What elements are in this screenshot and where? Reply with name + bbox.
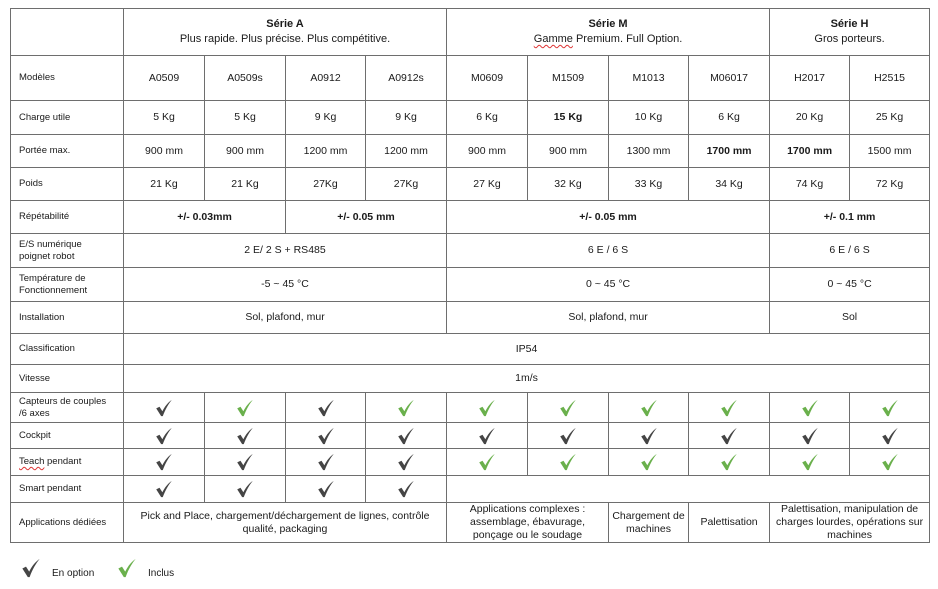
payload-cell: 5 Kg xyxy=(124,101,205,135)
series-m-title: Série M xyxy=(588,18,628,30)
green-check-icon xyxy=(800,453,820,471)
cockpit-label: Cockpit xyxy=(11,423,124,449)
cockpit-row xyxy=(11,423,930,449)
io-label xyxy=(11,234,124,268)
classification-cell: IP54 xyxy=(124,334,930,365)
temperature-label-line2: Fonctionnement xyxy=(19,284,88,296)
temperature-label xyxy=(11,268,124,302)
model-cell: H2017 xyxy=(770,56,850,101)
dark-check-icon xyxy=(880,427,900,445)
repeatability-h-cell: +/- 0.1 mm xyxy=(770,201,930,234)
green-check-icon xyxy=(558,399,578,417)
green-check-icon xyxy=(719,399,739,417)
legend-option xyxy=(20,558,95,584)
repeatability-a2-cell: +/- 0.05 mm xyxy=(286,201,447,234)
reach-cell: 1700 mm xyxy=(770,135,850,168)
payload-cell: 9 Kg xyxy=(286,101,366,135)
models-label: Modèles xyxy=(11,56,124,101)
weight-cell: 32 Kg xyxy=(528,168,609,201)
check-cell xyxy=(124,476,205,503)
check-cell xyxy=(124,393,205,423)
check-cell xyxy=(286,393,366,423)
model-cell: A0912s xyxy=(366,56,447,101)
dark-check-icon xyxy=(316,480,336,498)
sensors-label-line2: /6 axes xyxy=(19,407,50,419)
check-cell xyxy=(366,449,447,476)
sensors-label-line1: Capteurs de couples xyxy=(19,395,107,407)
reach-cell: 1200 mm xyxy=(366,135,447,168)
io-row xyxy=(11,234,930,268)
check-cell xyxy=(850,449,930,476)
check-cell xyxy=(366,393,447,423)
speed-cell: 1m/s xyxy=(124,365,930,393)
legend-included xyxy=(116,558,175,584)
io-a-cell: 2 E/ 2 S + RS485 xyxy=(124,234,447,268)
check-cell xyxy=(205,423,286,449)
check-cell xyxy=(528,423,609,449)
reach-cell: 1200 mm xyxy=(286,135,366,168)
check-cell xyxy=(528,449,609,476)
payload-cell: 5 Kg xyxy=(205,101,286,135)
dark-check-icon xyxy=(477,427,497,445)
dark-check-icon xyxy=(639,427,659,445)
applications-row xyxy=(11,503,930,543)
weight-cell: 33 Kg xyxy=(609,168,689,201)
payload-label: Charge utile xyxy=(11,101,124,135)
green-check-icon xyxy=(477,453,497,471)
green-check-icon xyxy=(800,399,820,417)
green-check-icon xyxy=(396,399,416,417)
check-cell xyxy=(447,423,528,449)
check-cell xyxy=(770,393,850,423)
installation-h-cell: Sol xyxy=(770,302,930,334)
series-a-title: Série A xyxy=(266,18,304,30)
check-cell xyxy=(205,449,286,476)
io-label-line1: E/S numérique xyxy=(19,238,82,250)
dark-check-icon xyxy=(316,453,336,471)
weight-row xyxy=(11,168,930,201)
temperature-m-cell: 0 ~ 45 °C xyxy=(447,268,770,302)
temperature-label-line1: Température de xyxy=(19,272,86,284)
series-m-subtitle-rest: Premium. Full Option. xyxy=(572,33,683,45)
dark-check-icon xyxy=(154,427,174,445)
installation-row xyxy=(11,302,930,334)
check-cell xyxy=(366,476,447,503)
check-cell xyxy=(366,423,447,449)
model-cell: H2515 xyxy=(850,56,930,101)
payload-cell: 15 Kg xyxy=(528,101,609,135)
classification-label: Classification xyxy=(11,334,124,365)
robot-spec-table xyxy=(10,8,930,543)
series-h-header xyxy=(770,9,930,56)
check-cell xyxy=(850,423,930,449)
weight-cell: 27Kg xyxy=(286,168,366,201)
dark-check-icon xyxy=(154,399,174,417)
dark-check-icon xyxy=(396,453,416,471)
applications-m1-cell: Applications complexes : assemblage, ébavurage, ponçage ou le soudage xyxy=(447,503,609,543)
dark-check-icon xyxy=(719,427,739,445)
payload-cell: 6 Kg xyxy=(689,101,770,135)
check-cell xyxy=(124,449,205,476)
green-check-icon xyxy=(116,558,138,578)
green-check-icon xyxy=(639,453,659,471)
green-check-icon xyxy=(880,453,900,471)
payload-row xyxy=(11,101,930,135)
reach-cell: 900 mm xyxy=(447,135,528,168)
model-cell: A0912 xyxy=(286,56,366,101)
weight-cell: 72 Kg xyxy=(850,168,930,201)
teach-pendant-label xyxy=(11,449,124,476)
dark-check-icon xyxy=(558,427,578,445)
temperature-a-cell: -5 ~ 45 °C xyxy=(124,268,447,302)
check-cell xyxy=(124,423,205,449)
payload-cell: 20 Kg xyxy=(770,101,850,135)
temperature-h-cell: 0 ~ 45 °C xyxy=(770,268,930,302)
io-h-cell: 6 E / 6 S xyxy=(770,234,930,268)
weight-cell: 21 Kg xyxy=(205,168,286,201)
dark-check-icon xyxy=(154,480,174,498)
dark-check-icon xyxy=(20,558,42,578)
legend-included-label: Inclus xyxy=(148,568,175,579)
weight-cell: 27 Kg xyxy=(447,168,528,201)
check-cell xyxy=(205,393,286,423)
dark-check-icon xyxy=(396,427,416,445)
legend-option-label: En option xyxy=(52,568,95,579)
green-check-icon xyxy=(639,399,659,417)
series-m-subtitle xyxy=(450,32,766,47)
green-check-icon xyxy=(880,399,900,417)
weight-cell: 21 Kg xyxy=(124,168,205,201)
series-header-row xyxy=(11,9,930,56)
smart-pendant-row xyxy=(11,476,930,503)
check-cell xyxy=(770,423,850,449)
applications-label: Applications dédiées xyxy=(11,503,124,543)
payload-cell: 6 Kg xyxy=(447,101,528,135)
reach-cell: 900 mm xyxy=(528,135,609,168)
check-cell xyxy=(609,423,689,449)
weight-cell: 27Kg xyxy=(366,168,447,201)
dark-check-icon xyxy=(396,480,416,498)
series-m-header xyxy=(447,9,770,56)
dark-check-icon xyxy=(316,427,336,445)
temperature-row xyxy=(11,268,930,302)
check-cell xyxy=(286,423,366,449)
models-row xyxy=(11,56,930,101)
applications-m2-cell: Chargement de machines xyxy=(609,503,689,543)
sensors-label xyxy=(11,393,124,423)
series-a-header xyxy=(124,9,447,56)
installation-m-cell: Sol, plafond, mur xyxy=(447,302,770,334)
check-cell xyxy=(609,393,689,423)
model-cell: M1013 xyxy=(609,56,689,101)
green-check-icon xyxy=(558,453,578,471)
check-cell xyxy=(447,449,528,476)
dark-check-icon xyxy=(800,427,820,445)
green-check-icon xyxy=(719,453,739,471)
installation-label: Installation xyxy=(11,302,124,334)
applications-h-cell: Palettisation, manipulation de charges lourdes, opérations sur machines xyxy=(770,503,930,543)
empty-check-cell xyxy=(447,476,930,503)
check-cell xyxy=(286,449,366,476)
dark-check-icon xyxy=(235,480,255,498)
check-cell xyxy=(850,393,930,423)
weight-cell: 74 Kg xyxy=(770,168,850,201)
applications-m3-cell: Palettisation xyxy=(689,503,770,543)
speed-row xyxy=(11,365,930,393)
reach-row xyxy=(11,135,930,168)
teach-pendant-label-rest: pendant xyxy=(44,456,82,467)
repeatability-a1-cell: +/- 0.03mm xyxy=(124,201,286,234)
check-cell xyxy=(205,476,286,503)
check-cell xyxy=(447,393,528,423)
model-cell: M1509 xyxy=(528,56,609,101)
check-cell xyxy=(689,423,770,449)
repeatability-row xyxy=(11,201,930,234)
dark-check-icon xyxy=(235,453,255,471)
model-cell: A0509s xyxy=(205,56,286,101)
series-h-subtitle: Gros porteurs. xyxy=(814,33,885,45)
series-m-subtitle-word: Gamme xyxy=(533,33,573,45)
model-cell: M0609 xyxy=(447,56,528,101)
series-a-subtitle: Plus rapide. Plus précise. Plus compétitive. xyxy=(179,33,391,45)
io-m-cell: 6 E / 6 S xyxy=(447,234,770,268)
empty-corner-cell xyxy=(11,9,124,56)
applications-a-cell: Pick and Place, chargement/déchargement de lignes, contrôle qualité, packaging xyxy=(124,503,447,543)
check-cell xyxy=(770,449,850,476)
check-cell xyxy=(528,393,609,423)
reach-cell: 900 mm xyxy=(124,135,205,168)
dark-check-icon xyxy=(235,427,255,445)
series-h-title: Série H xyxy=(830,18,869,30)
repeatability-label: Répétabilité xyxy=(11,201,124,234)
weight-cell: 34 Kg xyxy=(689,168,770,201)
reach-label: Portée max. xyxy=(11,135,124,168)
dark-check-icon xyxy=(316,399,336,417)
repeatability-m-cell: +/- 0.05 mm xyxy=(447,201,770,234)
model-cell: A0509 xyxy=(124,56,205,101)
payload-cell: 10 Kg xyxy=(609,101,689,135)
teach-pendant-row xyxy=(11,449,930,476)
sensors-row xyxy=(11,393,930,423)
green-check-icon xyxy=(235,399,255,417)
model-cell: M06017 xyxy=(689,56,770,101)
reach-cell: 1300 mm xyxy=(609,135,689,168)
check-cell xyxy=(689,393,770,423)
speed-label: Vitesse xyxy=(11,365,124,393)
io-label-line2: poignet robot xyxy=(19,250,75,262)
green-check-icon xyxy=(477,399,497,417)
smart-pendant-label: Smart pendant xyxy=(11,476,124,503)
check-cell xyxy=(609,449,689,476)
payload-cell: 9 Kg xyxy=(366,101,447,135)
classification-row xyxy=(11,334,930,365)
weight-label: Poids xyxy=(11,168,124,201)
installation-a-cell: Sol, plafond, mur xyxy=(124,302,447,334)
dark-check-icon xyxy=(154,453,174,471)
reach-cell: 1700 mm xyxy=(689,135,770,168)
check-cell xyxy=(689,449,770,476)
payload-cell: 25 Kg xyxy=(850,101,930,135)
reach-cell: 1500 mm xyxy=(850,135,930,168)
teach-pendant-label-word: Teach xyxy=(19,456,45,467)
check-cell xyxy=(286,476,366,503)
reach-cell: 900 mm xyxy=(205,135,286,168)
